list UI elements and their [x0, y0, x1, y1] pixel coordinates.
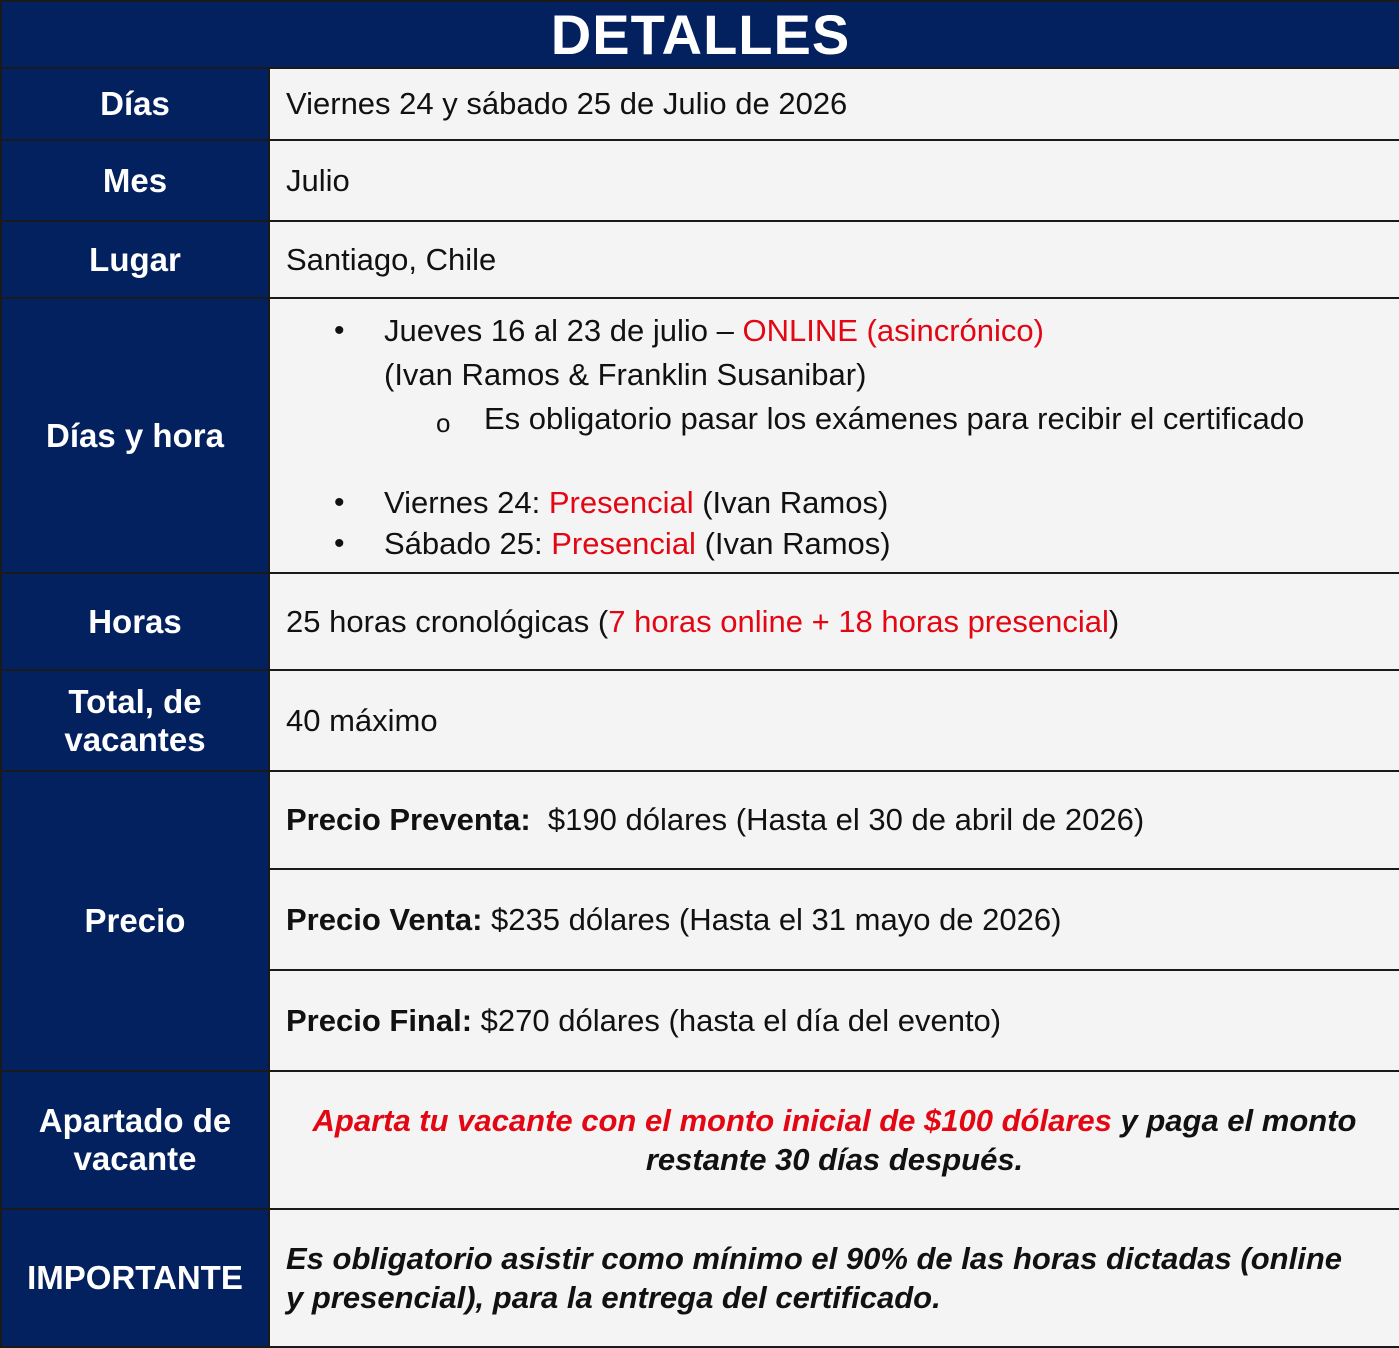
row-mes: [1, 140, 1399, 221]
schedule-sub-item-exams: Es obligatorio pasar los exámenes para recibir el certificado: [484, 401, 1305, 436]
row-dias-hora: [1, 298, 1399, 573]
schedule-item-online-text: Jueves 16 al 23 de julio –: [384, 313, 743, 348]
label-lugar: Lugar: [1, 221, 269, 298]
schedule-item-saturday: [384, 524, 891, 564]
schedule-item-saturday-teacher: (Ivan Ramos): [695, 526, 891, 561]
schedule-item-friday-teacher: (Ivan Ramos): [693, 485, 889, 520]
label-dias-hora: Días y hora: [1, 298, 269, 573]
row-precio-preventa: [1, 771, 1399, 869]
label-apartado: Apartado de vacante: [1, 1071, 269, 1209]
schedule-item-online-teachers: (Ivan Ramos & Franklin Susanibar): [384, 357, 867, 392]
value-precio-preventa: [269, 771, 1399, 869]
schedule-item-online-mode: ONLINE (asincrónico): [742, 313, 1044, 348]
row-horas: [1, 573, 1399, 670]
precio-final-label: Precio Final:: [286, 1002, 473, 1038]
schedule-item-saturday-mode: Presencial: [551, 526, 696, 561]
value-apartado: [269, 1071, 1399, 1209]
horas-prefix: 25 horas cronológicas (: [286, 603, 609, 639]
precio-preventa-label: Precio Preventa:: [286, 802, 531, 837]
value-lugar: Santiago, Chile: [269, 221, 1399, 298]
precio-final-value: $270 dólares (hasta el día del evento): [472, 1002, 1002, 1038]
label-mes: Mes: [1, 140, 269, 221]
label-horas: Horas: [1, 573, 269, 670]
bullet-icon: •: [334, 527, 345, 560]
bullet-icon: •: [334, 486, 345, 519]
label-dias: Días: [1, 68, 269, 140]
row-vacantes: [1, 670, 1399, 771]
row-lugar: [1, 221, 1399, 298]
value-importante: Es obligatorio asistir como mínimo el 90% de las horas dictadas (online y presencial), para la entrega del certificado.: [269, 1209, 1399, 1347]
schedule-item-online: [384, 311, 1044, 351]
horas-breakdown: 7 horas online + 18 horas presencial: [608, 603, 1109, 639]
label-precio: Precio: [1, 771, 269, 1071]
apartado-balance: y paga el monto restante 30 días después.: [645, 1103, 1357, 1177]
circle-bullet-icon: o: [436, 408, 451, 438]
label-vacantes: Total, de vacantes: [1, 670, 269, 771]
value-precio-final: [269, 970, 1399, 1071]
apartado-deposit: Aparta tu vacante con el monto inicial de $100 dólares: [312, 1103, 1112, 1138]
value-horas: [269, 573, 1399, 670]
schedule-item-friday-text: Viernes 24:: [384, 485, 549, 520]
row-importante: [1, 1209, 1399, 1347]
precio-preventa-value: $190 dólares (Hasta el 30 de abril de 2026): [530, 802, 1145, 837]
value-dias: Viernes 24 y sábado 25 de Julio de 2026: [269, 68, 1399, 140]
row-apartado: [1, 1071, 1399, 1209]
horas-suffix: ): [1108, 603, 1120, 639]
table-title: DETALLES: [1, 1, 1399, 68]
row-dias: [1, 68, 1399, 140]
schedule-item-saturday-text: Sábado 25:: [384, 526, 552, 561]
precio-venta-value: $235 dólares (Hasta el 31 mayo de 2026): [482, 901, 1062, 937]
schedule-item-friday: [384, 483, 888, 523]
value-precio-venta: [269, 869, 1399, 970]
value-vacantes: 40 máximo: [269, 670, 1399, 771]
precio-venta-label: Precio Venta:: [286, 901, 483, 937]
schedule-list: [270, 299, 1399, 570]
schedule-item-friday-mode: Presencial: [548, 485, 694, 520]
bullet-icon: •: [334, 314, 345, 347]
value-dias-hora: [269, 298, 1399, 573]
label-importante: IMPORTANTE: [1, 1209, 269, 1347]
value-mes: Julio: [269, 140, 1399, 221]
